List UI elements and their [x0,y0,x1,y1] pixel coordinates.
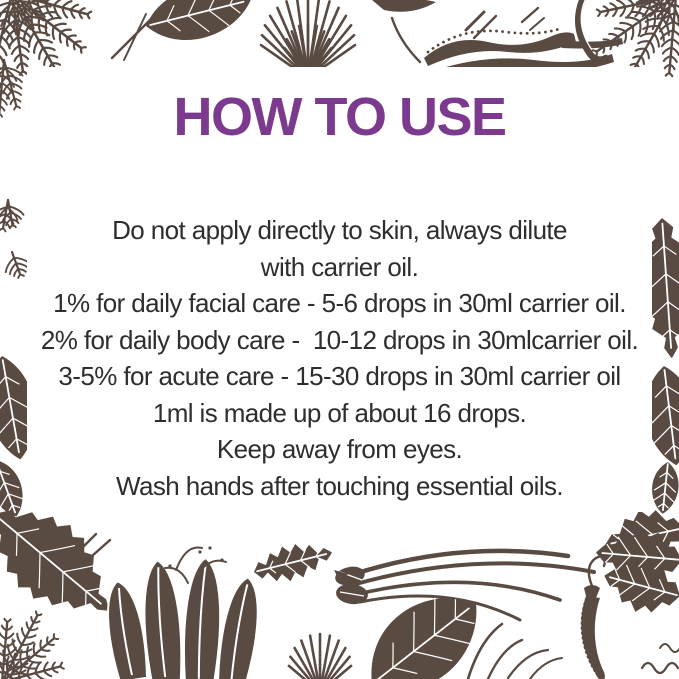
jagged-sprig-bottom [250,535,336,589]
page-title: HOW TO USE [173,87,506,147]
instruction-line: with carrier oil. [260,251,419,282]
dash-marks-bottom-left [82,534,110,556]
instruction-line: Do not apply directly to skin, always dilute [112,215,567,246]
rosemary-bottom [289,634,351,679]
big-leaf-bottom-center [349,573,499,679]
instruction-line: 3-5% for acute care - 15-30 drops in 30ml carrier oil [58,361,621,392]
chili-pepper [581,556,605,679]
grass-blades-bottom [468,624,562,679]
instruction-line: Wash hands after touching essential oils. [115,470,564,501]
instruction-line: Keep away from eyes. [216,434,463,465]
instruction-line: 1% for daily facial care - 5-6 drops in 30ml carrier oil. [53,288,626,319]
fern-bottom-left-corner [0,606,67,679]
instruction-line: 1ml is made up of about 16 drops. [152,397,527,428]
curl-marks-bottom-right [642,644,679,673]
instruction-line: 2% for daily body care - 10-12 drops in 30mlcarrier oil. [40,324,639,355]
instruction-lines [0,212,679,504]
